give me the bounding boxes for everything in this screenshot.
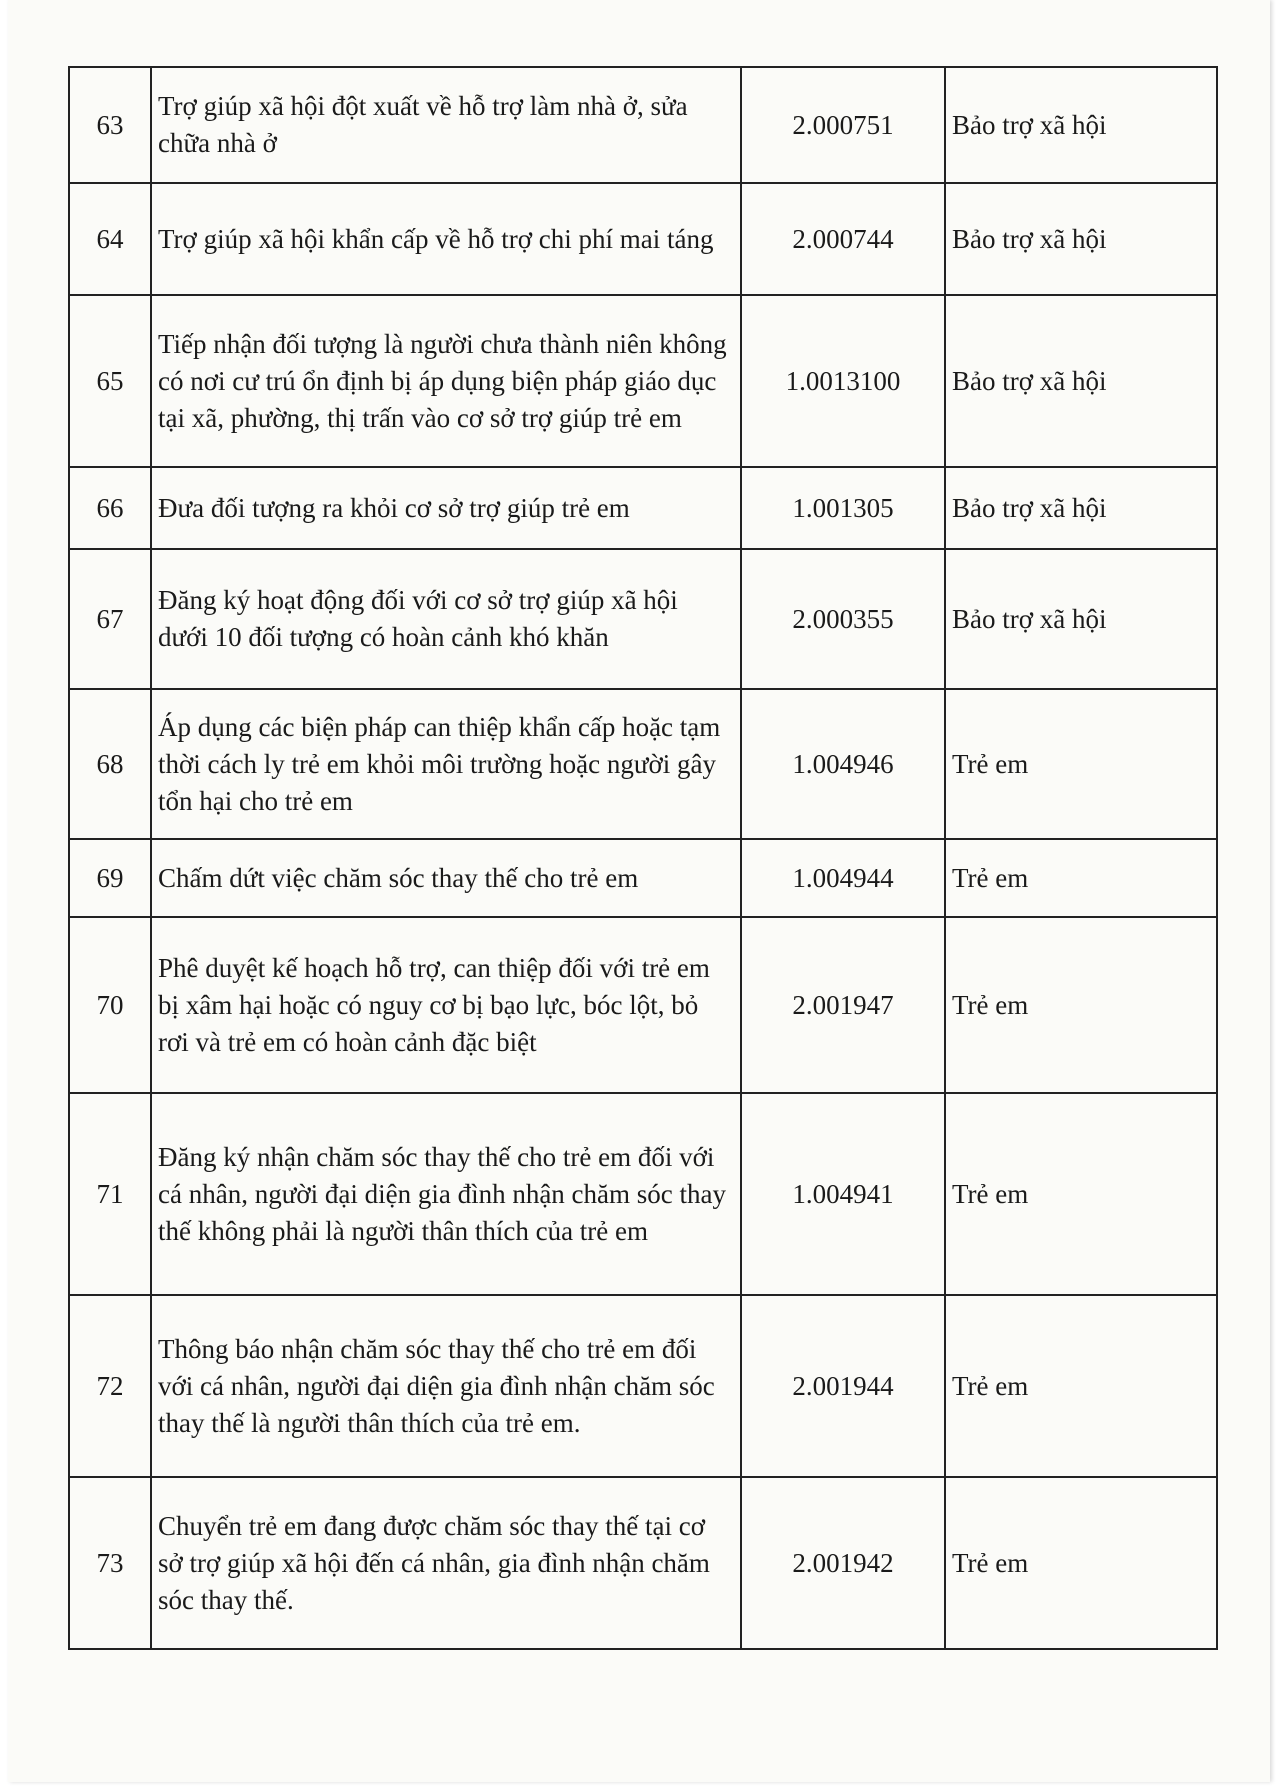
row-number: 68 xyxy=(69,689,151,839)
row-number: 64 xyxy=(69,183,151,295)
procedure-code: 2.000751 xyxy=(741,67,945,183)
procedure-table xyxy=(68,66,1218,1650)
row-number: 72 xyxy=(69,1295,151,1477)
procedure-name: Đăng ký nhận chăm sóc thay thế cho trẻ em đối với cá nhân, người đại diện gia đình nhận chăm sóc thay thế không phải là người thân thích của trẻ em xyxy=(151,1093,741,1295)
procedure-field: Bảo trợ xã hội xyxy=(945,467,1217,549)
table-row xyxy=(69,1295,1217,1477)
procedure-code: 2.001944 xyxy=(741,1295,945,1477)
row-number: 70 xyxy=(69,917,151,1093)
procedure-field: Bảo trợ xã hội xyxy=(945,295,1217,467)
table-row xyxy=(69,467,1217,549)
procedure-name: Áp dụng các biện pháp can thiệp khẩn cấp hoặc tạm thời cách ly trẻ em khỏi môi trường hoặc người gây tổn hại cho trẻ em xyxy=(151,689,741,839)
table-row xyxy=(69,839,1217,917)
procedure-name: Tiếp nhận đối tượng là người chưa thành niên không có nơi cư trú ổn định bị áp dụng biện pháp giáo dục tại xã, phường, thị trấn vào cơ sở trợ giúp trẻ em xyxy=(151,295,741,467)
procedure-field: Trẻ em xyxy=(945,1295,1217,1477)
procedure-code: 1.004946 xyxy=(741,689,945,839)
procedure-name: Trợ giúp xã hội đột xuất về hỗ trợ làm nhà ở, sửa chữa nhà ở xyxy=(151,67,741,183)
procedure-field: Trẻ em xyxy=(945,839,1217,917)
table-row xyxy=(69,689,1217,839)
table-row xyxy=(69,183,1217,295)
procedure-name: Chấm dứt việc chăm sóc thay thế cho trẻ em xyxy=(151,839,741,917)
procedure-field: Bảo trợ xã hội xyxy=(945,183,1217,295)
procedure-field: Trẻ em xyxy=(945,1093,1217,1295)
procedure-code: 1.001305 xyxy=(741,467,945,549)
row-number: 63 xyxy=(69,67,151,183)
procedure-field: Trẻ em xyxy=(945,689,1217,839)
procedure-code: 1.004944 xyxy=(741,839,945,917)
table-row xyxy=(69,67,1217,183)
procedure-code: 2.000744 xyxy=(741,183,945,295)
procedure-field: Bảo trợ xã hội xyxy=(945,549,1217,689)
table-row xyxy=(69,1477,1217,1649)
table-row xyxy=(69,917,1217,1093)
procedure-code: 2.000355 xyxy=(741,549,945,689)
procedure-name: Đưa đối tượng ra khỏi cơ sở trợ giúp trẻ em xyxy=(151,467,741,549)
table-row xyxy=(69,549,1217,689)
procedure-code: 1.0013100 xyxy=(741,295,945,467)
table-row xyxy=(69,295,1217,467)
row-number: 71 xyxy=(69,1093,151,1295)
procedure-name: Đăng ký hoạt động đối với cơ sở trợ giúp xã hội dưới 10 đối tượng có hoàn cảnh khó khăn xyxy=(151,549,741,689)
procedure-name: Phê duyệt kế hoạch hỗ trợ, can thiệp đối với trẻ em bị xâm hại hoặc có nguy cơ bị bạo lực, bóc lột, bỏ rơi và trẻ em có hoàn cảnh đặc biệt xyxy=(151,917,741,1093)
row-number: 67 xyxy=(69,549,151,689)
row-number: 73 xyxy=(69,1477,151,1649)
table-row xyxy=(69,1093,1217,1295)
procedure-field: Trẻ em xyxy=(945,1477,1217,1649)
procedure-name: Chuyển trẻ em đang được chăm sóc thay thế tại cơ sở trợ giúp xã hội đến cá nhân, gia đình nhận chăm sóc thay thế. xyxy=(151,1477,741,1649)
procedure-code: 1.004941 xyxy=(741,1093,945,1295)
procedure-code: 2.001942 xyxy=(741,1477,945,1649)
row-number: 69 xyxy=(69,839,151,917)
row-number: 66 xyxy=(69,467,151,549)
procedure-field: Trẻ em xyxy=(945,917,1217,1093)
procedure-name: Trợ giúp xã hội khẩn cấp về hỗ trợ chi phí mai táng xyxy=(151,183,741,295)
row-number: 65 xyxy=(69,295,151,467)
procedure-name: Thông báo nhận chăm sóc thay thế cho trẻ em đối với cá nhân, người đại diện gia đình nhận chăm sóc thay thế là người thân thích của trẻ em. xyxy=(151,1295,741,1477)
procedure-code: 2.001947 xyxy=(741,917,945,1093)
procedure-field: Bảo trợ xã hội xyxy=(945,67,1217,183)
scanned-page xyxy=(8,0,1270,1782)
